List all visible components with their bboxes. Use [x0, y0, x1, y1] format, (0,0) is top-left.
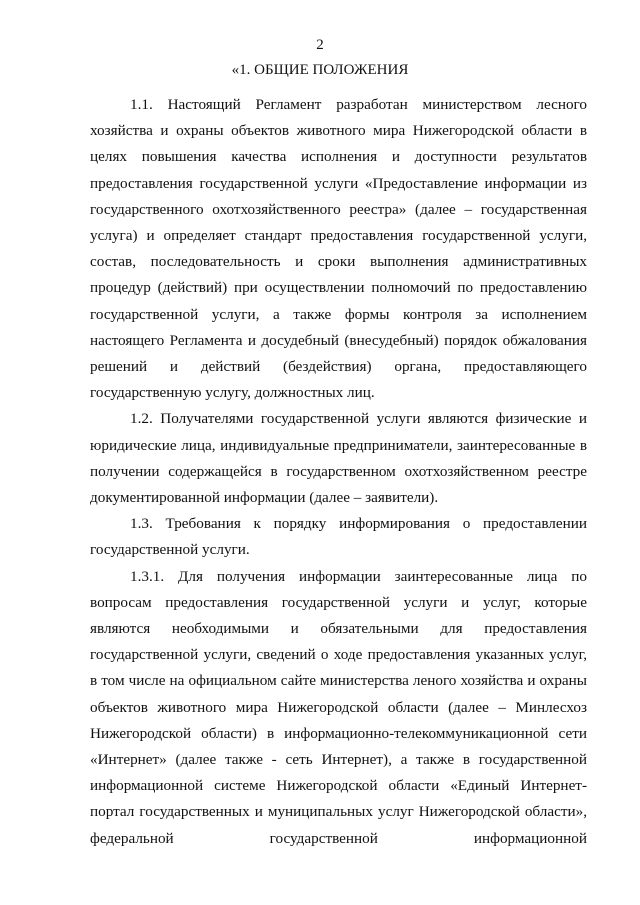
paragraph-1-3: 1.3. Требования к порядку информирования о предоставлении государственной услуги. [90, 515, 587, 559]
document-body [90, 92, 587, 852]
section-title: «1. ОБЩИЕ ПОЛОЖЕНИЯ [231, 62, 409, 78]
page-number: 2 [316, 37, 324, 53]
paragraph-1-3-1: 1.3.1. Для получения информации заинтересованные лица по вопросам предоставления государственной услуги и услуг, которые являются необходимыми и обязательными для предоставления государственной услуги, сведений о ходе предоставления указанных услуг, в том числе на официальном сайте министерства леного хозяйства и охраны объектов животного мира Нижегородской области (далее – Минлесхоз Нижегородской области) в информационно-телекоммуникационной сети «Интернет» (далее также - сеть Интернет), а также в государственной информационной системе Нижегородской области «Единый Интернет-портал государственных и муниципальных услуг Нижегородской области», федеральной государственной информационной [90, 567, 587, 847]
paragraph-1-2: 1.2. Получателями государственной услуги являются физические и юридические лица, индивидуальные предприниматели, заинтересованные в получении содержащейся в государственном охотхозяйственном реестре документированной информации (далее – заявители). [90, 410, 587, 507]
paragraph-1-1: 1.1. Настоящий Регламент разработан министерством лесного хозяйства и охраны объектов животного мира Нижегородской области в целях повышения качества исполнения и доступности результатов предоставления государственной услуги «Предоставление информации из государственного охотхозяйственного реестра» (далее – государственная услуга) и определяет стандарт предоставления государственной услуги, состав, последовательность и сроки выполнения административных процедур (действий) при осуществлении полномочий по предоставлению государственной услуги, а также формы контроля за исполнением настоящего Регламента и досудебный (внесудебный) порядок обжалования решений и действий (бездействия) органа, предоставляющего государственную услугу, должностных лиц. [90, 96, 587, 402]
